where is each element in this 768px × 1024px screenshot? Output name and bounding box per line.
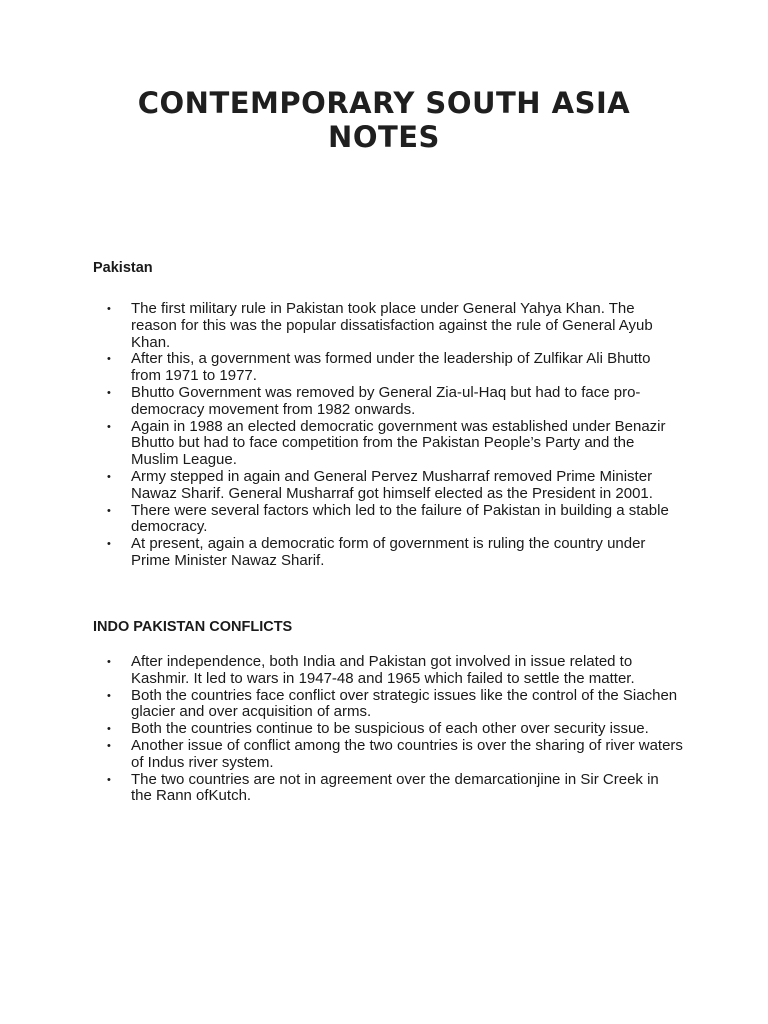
bullet-icon: • [107, 656, 111, 668]
list-item [93, 469, 683, 503]
bullet-icon: • [107, 723, 111, 736]
bullet-icon: • [107, 689, 111, 702]
list-item [93, 536, 683, 570]
indo-pakistan-bullet-list [93, 654, 683, 805]
list-item [93, 738, 683, 772]
list-item-text: Both the countries face conflict over strategic issues like the control of the Siachen glacier and over acquisition of arms. [131, 686, 678, 721]
list-item [93, 721, 683, 738]
bullet-icon: • [107, 773, 111, 786]
list-item-text: At present, again a democratic form of government is ruling the country under Prime Minister Nawaz Sharif. [131, 535, 646, 569]
bullet-icon: • [107, 739, 111, 752]
list-item-text: The first military rule in Pakistan took place under General Yahya Khan. The reason for this was the popular dissatisfaction against the rule of General Ayub Khan. [131, 300, 653, 351]
list-item-text: Another issue of conflict among the two countries is over the sharing of river waters of Indus river system. [131, 736, 683, 771]
list-item [93, 503, 683, 537]
list-item [93, 688, 683, 722]
bullet-icon: • [107, 470, 111, 483]
list-item [93, 772, 683, 806]
document-title: CONTEMPORARY SOUTH ASIA NOTES [137, 86, 631, 154]
list-item-text: After independence, both India and Pakistan got involved in issue related to Kashmir. It led to wars in 1947-48 and 1965 which failed to settle the matter. [131, 653, 635, 687]
list-item [93, 351, 683, 385]
bullet-icon: • [107, 538, 111, 551]
pakistan-bullet-list [93, 301, 683, 570]
section-heading-indo-pakistan-conflicts: INDO PAKISTAN CONFLICTS [93, 619, 293, 635]
list-item [93, 385, 683, 419]
list-item-text: There were several factors which led to the failure of Pakistan in building a stable democracy. [131, 501, 669, 536]
bullet-icon: • [107, 303, 111, 315]
list-item-text: Army stepped in again and General Pervez Musharraf removed Prime Minister Nawaz Sharif. General Musharraf got himself elected as the President in 2001. [131, 467, 653, 502]
bullet-icon: • [107, 504, 111, 517]
section-heading-pakistan: Pakistan [93, 260, 153, 276]
list-item [93, 301, 683, 351]
list-item [93, 419, 683, 469]
list-item-text: Again in 1988 an elected democratic government was established under Benazir Bhutto but had to face competition from the Pakistan People’s Party and the Muslim League. [131, 417, 666, 469]
list-item-text: Both the countries continue to be suspicious of each other over security issue. [131, 720, 649, 738]
list-item [93, 654, 683, 688]
list-item-text: After this, a government was formed under the leadership of Zulfikar Ali Bhutto from 1971 to 1977. [131, 350, 651, 385]
bullet-icon: • [107, 420, 111, 433]
bullet-icon: • [107, 386, 111, 399]
bullet-icon: • [107, 353, 111, 366]
list-item-text: The two countries are not in agreement over the demarcationjine in Sir Creek in the Rann ofKutch. [131, 770, 659, 805]
list-item-text: Bhutto Government was removed by General Zia-ul-Haq but had to face pro-democracy movement from 1982 onwards. [131, 383, 641, 418]
